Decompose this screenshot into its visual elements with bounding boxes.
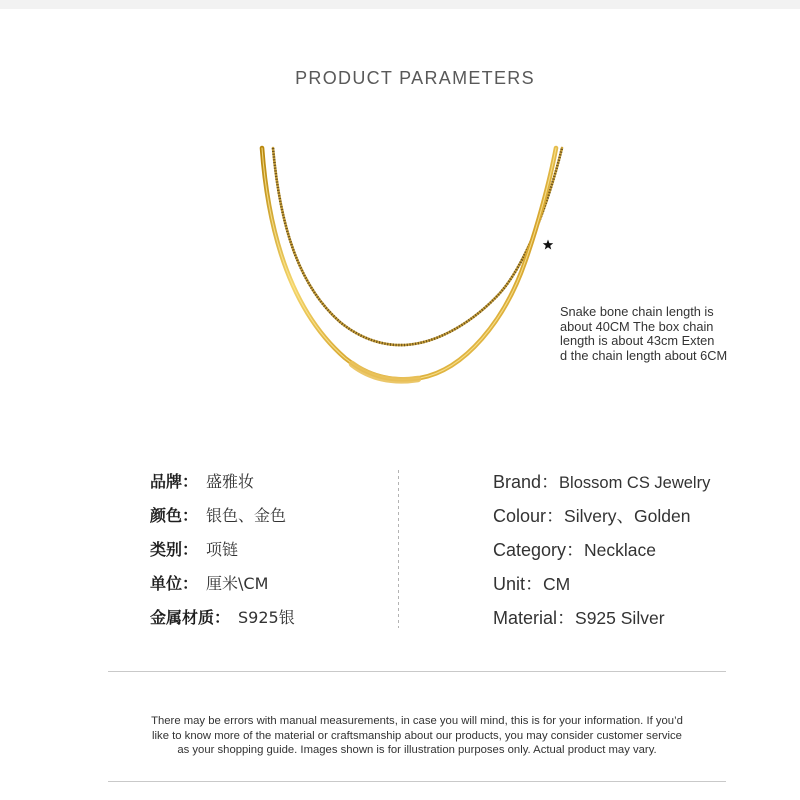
chain-length-note bbox=[560, 305, 727, 364]
specs-table-chinese bbox=[150, 465, 295, 635]
note-line: d the chain length about 6CM bbox=[560, 348, 728, 364]
page-title: PRODUCT PARAMETERS bbox=[295, 68, 535, 88]
divider-bottom bbox=[108, 781, 726, 782]
spec-label: 类别： bbox=[150, 540, 199, 559]
note-line: about 40CM The box chain bbox=[560, 318, 714, 334]
star-icon bbox=[543, 240, 553, 250]
spec-label: Unit： bbox=[493, 574, 544, 594]
spec-row-material-en bbox=[493, 601, 710, 635]
note-line: Snake bone chain length is bbox=[560, 304, 714, 319]
spec-value: Necklace bbox=[584, 540, 657, 560]
spec-label: 颜色： bbox=[150, 506, 199, 525]
spec-label: 单位： bbox=[150, 574, 199, 593]
spec-row-colour-cn bbox=[150, 499, 295, 533]
disclaimer-line: as your shopping guide. Images shown is for illustration purposes only. Actual product may vary. bbox=[177, 744, 657, 756]
spec-row-material-cn bbox=[150, 601, 295, 635]
box-chain bbox=[273, 148, 562, 345]
snake-chain bbox=[262, 148, 556, 379]
divider-top bbox=[108, 671, 726, 672]
spec-value: 厘米\CM bbox=[206, 574, 269, 593]
spec-label: 品牌： bbox=[150, 472, 199, 491]
top-strip bbox=[0, 0, 800, 9]
spec-row-brand-cn bbox=[150, 465, 295, 499]
spec-row-category-en bbox=[493, 533, 710, 567]
spec-value: S925银 bbox=[238, 608, 295, 627]
specs-table-english bbox=[493, 465, 710, 635]
spec-row-colour-en bbox=[493, 499, 710, 533]
spec-value: S925 Silver bbox=[575, 608, 665, 628]
spec-label: Brand： bbox=[493, 472, 560, 492]
spec-value: Silvery、Golden bbox=[564, 506, 691, 526]
spec-value: CM bbox=[543, 574, 571, 594]
spec-label: Colour： bbox=[493, 506, 565, 526]
disclaimer-line: like to know more of the material or craftsmanship about our products, you may consider customer service bbox=[152, 729, 682, 742]
snake-chain-highlight bbox=[262, 148, 556, 379]
spec-row-category-cn bbox=[150, 533, 295, 567]
spec-label: 金属材质： bbox=[150, 608, 231, 627]
spec-row-unit-cn bbox=[150, 567, 295, 601]
snake-chain-twist bbox=[352, 364, 418, 380]
spec-row-brand-en bbox=[493, 465, 710, 499]
disclaimer bbox=[108, 714, 726, 758]
disclaimer-line: There may be errors with manual measurements, in case you will mind, this is for your information. If you’d bbox=[151, 715, 683, 727]
box-chain-beads bbox=[273, 148, 562, 345]
note-line: length is about 43cm Exten bbox=[560, 333, 715, 349]
spec-value: 盛雅妆 bbox=[206, 472, 255, 491]
spec-label: Material： bbox=[493, 608, 576, 628]
spec-value: Blossom CS Jewelry bbox=[559, 474, 711, 492]
spec-label: Category： bbox=[493, 540, 585, 560]
column-divider bbox=[398, 470, 399, 628]
spec-value: 项链 bbox=[206, 540, 239, 559]
spec-row-unit-en bbox=[493, 567, 710, 601]
spec-value: 银色、金色 bbox=[206, 506, 287, 525]
